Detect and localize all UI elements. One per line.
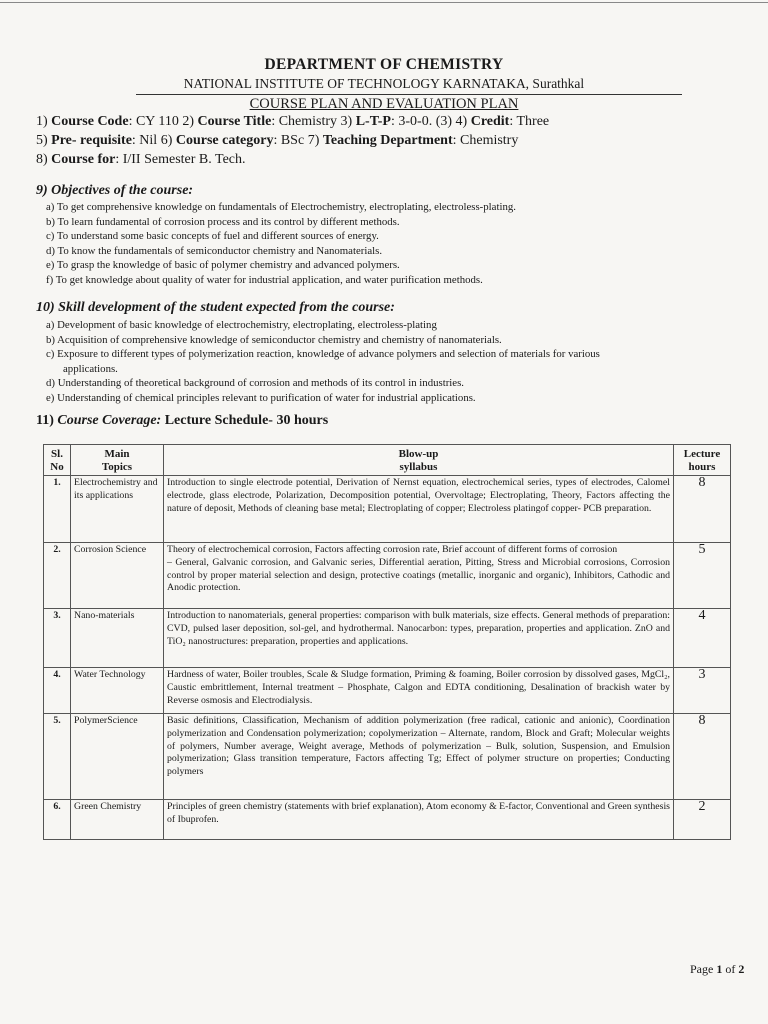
table-row: 4. Water Technology Hardness of water, Boiler troubles, Scale & Sludge formation, Priming & foaming, Boiler corrosion by dissolved gases, MgCl₂, Caustic embrittlement, Internal treatment – Phosphate, Calgon and EDTA conditioning, Desalination of brackish water by Reverse osmosis and Electrodialysis. 3 — [44, 668, 731, 714]
table-header-row — [44, 445, 731, 476]
coverage-heading: 11) Course Coverage: Lecture Schedule- 30 hours — [36, 413, 329, 428]
list-item: e) Understanding of chemical principles relevant to purification of water for industrial applications. — [46, 391, 476, 404]
list-item: c) Exposure to different types of polymerization reaction, knowledge of advance polymers and selection of materials for various — [46, 348, 600, 361]
teaching-dept-label: Teaching Department — [322, 133, 453, 148]
category-value: : BSc — [273, 133, 305, 148]
list-item: applications. — [63, 362, 118, 375]
page-top-border — [0, 2, 768, 3]
list-item: d) Understanding of theoretical background of corrosion and methods of its control in industries. — [46, 377, 464, 390]
credit-value: : Three — [509, 114, 550, 129]
list-item: d) To know the fundamentals of semiconductor chemistry and Nanomaterials. — [46, 244, 383, 257]
list-item: c) To understand some basic concepts of fuel and different sources of energy. — [46, 230, 379, 243]
course-info-line-3: 8) Course for: I/II Semester B. Tech. — [36, 152, 246, 167]
list-item: b) To learn fundamental of corrosion process and its control by different methods. — [46, 215, 400, 228]
prereq-label: Pre- requisite — [51, 133, 132, 148]
ltp-value: : 3-0-0. (3) — [391, 114, 453, 129]
course-for-value: : I/II Semester B. Tech. — [115, 152, 246, 167]
table-row: 5. PolymerScience Basic definitions, Classification, Mechanism of addition polymerization (free radical, cationic and anionic), Coordination polymerization and Condensation polymerization; copolymerization – Alternate, random, Block and Graft; Molecular weights of polymers, Number average, Weight average, Methods of polymerization – Bulk, solution, Suspension, and Emulsion polymerization; Glass transition temperature, Factors affecting Tg; Effect of polymer structure on properties; Conducting polymers 8 — [44, 714, 731, 800]
course-info-line-1: 1) Course Code: CY 110 2) Course Title: Chemistry 3) L-T-P: 3-0-0. (3) 4) Credit: Three — [36, 114, 550, 129]
table-row: 3. Nano-materials Introduction to nanomaterials, general properties: comparison with bulk materials, size effects. General methods of preparation: CVD, pulsed laser deposition, sol-gel, and hydrothermal. Nanocarbon: types, preparation, properties and application. ZnO and TiO₂ nanostructures: preparation, properties and applications. 4 — [44, 609, 731, 668]
course-code-value: : CY 110 — [128, 114, 179, 129]
list-item: a) Development of basic knowledge of electrochemistry, electroplating, electroless-plating — [46, 319, 437, 331]
objectives-list — [46, 200, 736, 288]
course-title-value: : Chemistry — [271, 114, 338, 129]
teaching-dept-value: : Chemistry — [452, 133, 519, 148]
col-header-sl: Sl. No — [44, 445, 71, 476]
course-info-line-2: 5) Pre- requisite: Nil 6) Course category: BSc 7) Teaching Department: Chemistry — [36, 133, 519, 148]
list-item: e) To grasp the knowledge of basic of polymer chemistry and advanced polymers. — [46, 259, 400, 272]
institute-name: NATIONAL INSTITUTE OF TECHNOLOGY KARNATAKA, Surathkal — [183, 76, 585, 91]
course-for-label: Course for — [51, 152, 116, 167]
category-label: Course category — [175, 133, 274, 148]
list-item: b) Acquisition of comprehensive knowledge of semiconductor chemistry and chemistry of nanomaterials. — [46, 333, 502, 346]
ltp-label: L-T-P — [355, 114, 391, 129]
course-title-label: Course Title — [197, 114, 272, 129]
header-rule — [136, 94, 682, 95]
credit-label: Credit — [470, 114, 510, 129]
objectives-heading: 9) Objectives of the course: — [36, 183, 194, 198]
list-item: f) To get knowledge about quality of water for industrial application, and water purification methods. — [46, 273, 483, 286]
table-row: 6. Green Chemistry Principles of green chemistry (statements with brief explanation), Atom economy & E-factor, Conventional and Green synthesis of Ibuprofen. 2 — [44, 800, 731, 840]
skills-heading: 10) Skill development of the student expected from the course: — [36, 300, 395, 315]
col-header-hours: Lecture hours — [674, 445, 731, 476]
table-row: 2. Corrosion Science Theory of electrochemical corrosion, Factors affecting corrosion rate, Brief account of different forms of corrosion – General, Galvanic corrosion, and Galvanic series, Differential aeration, Pitting, Stress and Microbial corrosions, Corrosion control by proper material selection and design, protective coatings (metallic, inorganic and organic), Inhibitors, Cathodic and Anodic protection. 5 — [44, 543, 731, 609]
col-header-topics: Main Topics — [71, 445, 164, 476]
table-row: 1. Electrochemistry and its applications Introduction to single electrode potential, Derivation of Nernst equation, electrochemical series, types of electrodes, Calomel electrode, glass electrode, Polarization, Decomposition potential, Overvoltage; Electroplating, Theory, Factors affecting the nature of deposit, Methods of cleaning base metal; Electroplating of copper; Electroless platingof copper- PCB preparation. 8 — [44, 476, 731, 543]
skills-list — [46, 318, 736, 406]
course-code-label: Course Code — [51, 114, 129, 129]
course-coverage-table — [43, 444, 731, 840]
col-header-syllabus: Blow-up syllabus — [164, 445, 674, 476]
prereq-value: : Nil — [131, 133, 158, 148]
department-heading: DEPARTMENT OF CHEMISTRY — [264, 56, 504, 73]
page-number: Page 1 of 2 — [690, 962, 745, 976]
plan-title: COURSE PLAN AND EVALUATION PLAN — [249, 96, 519, 112]
list-item: a) To get comprehensive knowledge on fundamentals of Electrochemistry, electroplating, electroless-plating. — [46, 201, 516, 213]
